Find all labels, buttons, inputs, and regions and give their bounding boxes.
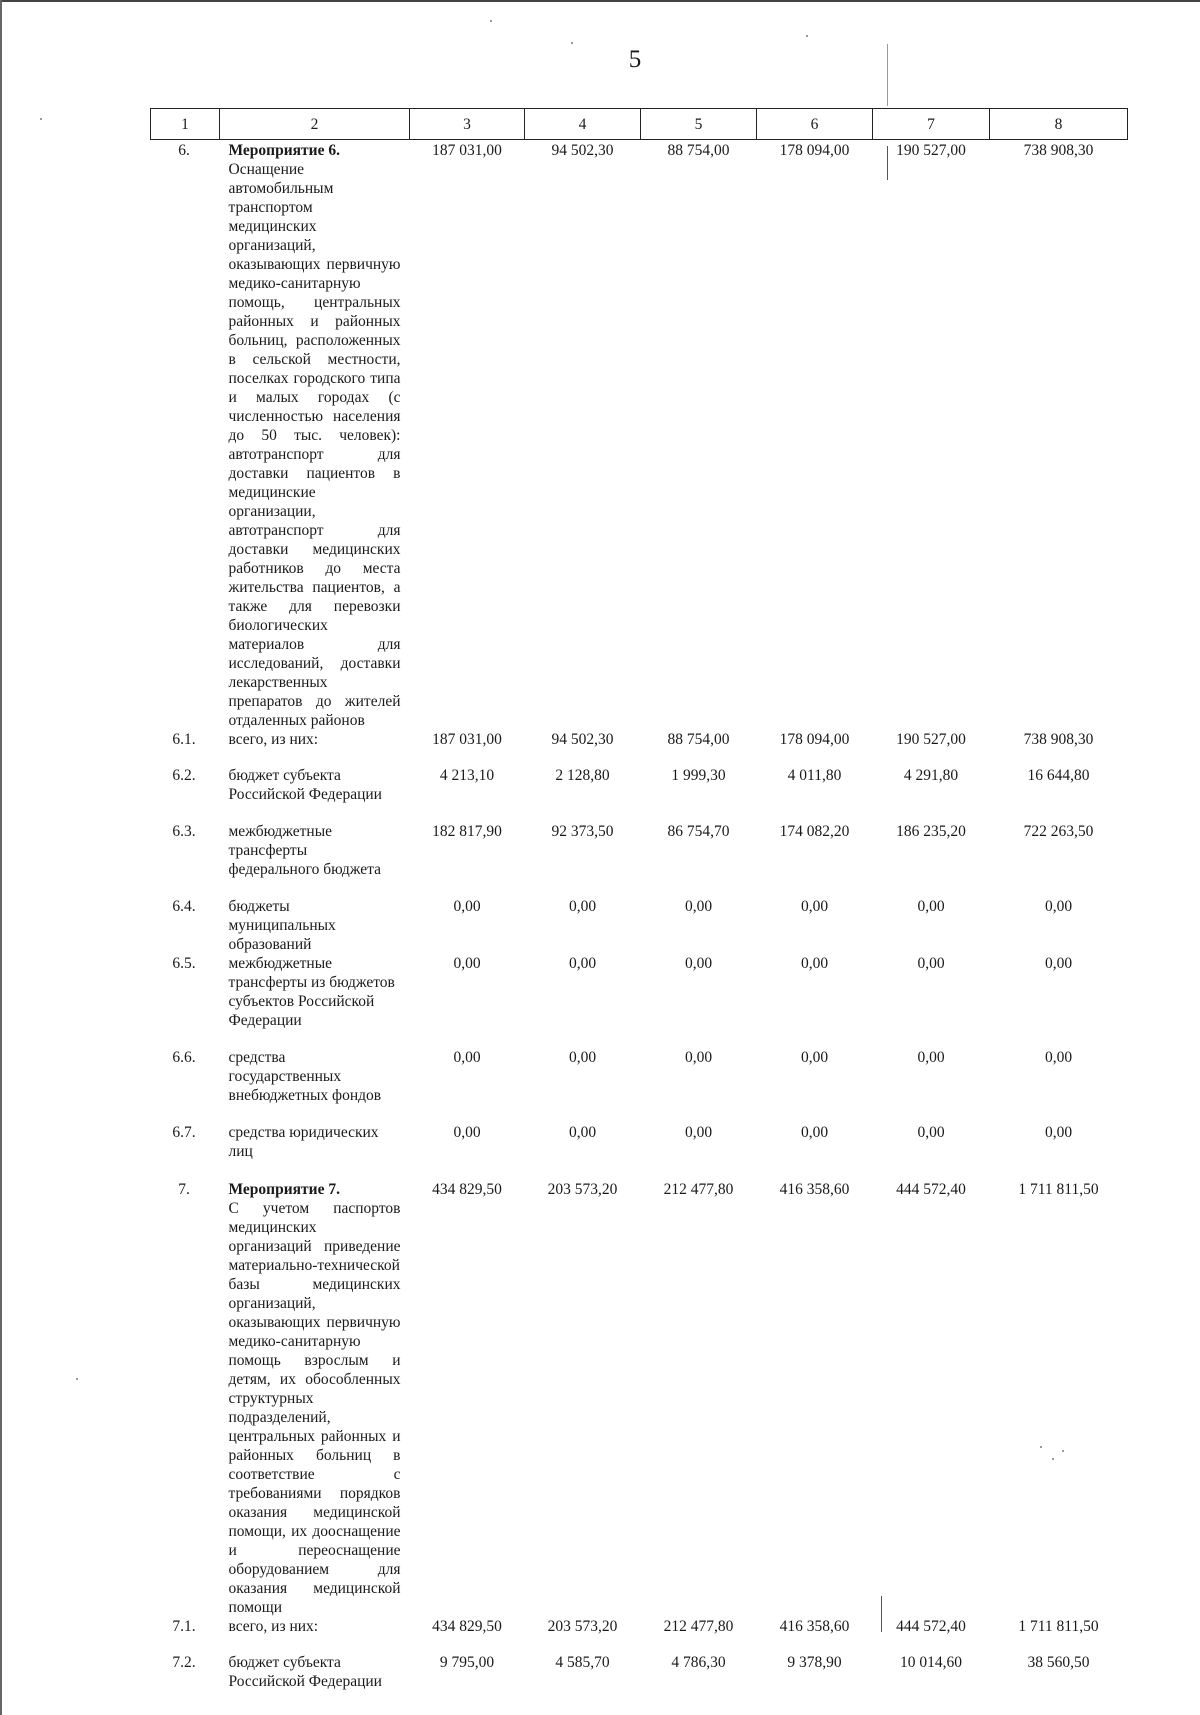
row-description: средства государственных внебюджетных фондов — [228, 1049, 382, 1104]
value-cell: 0,00 — [568, 955, 597, 972]
value-cell: 4 011,80 — [787, 767, 842, 784]
value-cell: 4 291,80 — [903, 767, 959, 784]
value-cell: 0,00 — [453, 1049, 481, 1066]
value-cell: 0,00 — [917, 898, 945, 915]
value-cell: 434 829,50 — [432, 1181, 502, 1198]
value-cell: 0,00 — [1044, 1124, 1073, 1141]
table-row — [151, 897, 1128, 954]
row-description — [220, 1179, 410, 1617]
value-cell: 416 358,60 — [779, 1618, 850, 1635]
table-row-measure-7 — [151, 1179, 1128, 1617]
page-number: 5 — [628, 46, 642, 73]
value-cell: 182 817,90 — [432, 823, 502, 840]
row-description: бюджет субъекта Российской Федерации — [228, 1654, 382, 1690]
value-cell: 434 829,50 — [432, 1618, 502, 1635]
budget-table — [150, 108, 1128, 1699]
value-cell: 88 754,00 — [667, 142, 730, 159]
value-cell: 738 908,30 — [1023, 142, 1094, 159]
value-cell: 0,00 — [1044, 898, 1073, 915]
column-number-row — [151, 109, 1128, 140]
value-cell: 0,00 — [453, 1124, 481, 1141]
value-cell: 9 795,00 — [439, 1654, 495, 1671]
value-cell: 444 572,40 — [896, 1618, 966, 1635]
row-description: межбюджетные трансферты из бюджетов субъектов Российской Федерации — [228, 955, 395, 1029]
row-description: межбюджетные трансферты федерального бюджета — [228, 823, 381, 878]
value-cell: 0,00 — [568, 1049, 597, 1066]
value-cell: 212 477,80 — [663, 1181, 734, 1198]
value-cell: 0,00 — [568, 898, 597, 915]
value-cell: 0,00 — [800, 898, 829, 915]
scan-speck — [40, 118, 42, 120]
value-cell: 4 585,70 — [555, 1654, 610, 1671]
value-cell: 38 560,50 — [1027, 1654, 1090, 1671]
row-code: 6.1. — [172, 731, 196, 748]
column-header: 4 — [525, 109, 641, 140]
value-cell: 92 373,50 — [551, 823, 614, 840]
scan-mark — [887, 44, 888, 106]
scan-speck — [806, 35, 808, 37]
value-cell: 2 128,80 — [555, 767, 610, 784]
table-row-measure-6 — [151, 140, 1128, 731]
value-cell: 203 573,20 — [547, 1181, 618, 1198]
column-header: 1 — [151, 109, 220, 140]
table-row — [151, 730, 1128, 766]
table-row — [151, 1048, 1128, 1123]
value-cell: 94 502,30 — [551, 142, 614, 159]
value-cell: 0,00 — [800, 955, 829, 972]
value-cell: 190 527,00 — [896, 142, 966, 159]
measure-text: С учетом паспортов медицинских организаций приведение материально-технической базы медицинских организаций, оказывающих первичную медико-санитарную помощь взрослым и детям, их обособленных структурных подразделений, центральных районных и районных больниц в соответствие с требованиями порядков оказания медицинской помощи, их дооснащение и переоснащение оборудованием для оказания медицинской помощи — [228, 1200, 401, 1616]
row-code: 6.7. — [172, 1124, 196, 1141]
column-header: 2 — [220, 109, 410, 140]
value-cell: 0,00 — [917, 1049, 945, 1066]
value-cell: 0,00 — [917, 1124, 945, 1141]
value-cell: 0,00 — [684, 1049, 713, 1066]
column-header: 6 — [757, 109, 873, 140]
table-row — [151, 822, 1128, 897]
column-header: 8 — [990, 109, 1128, 140]
table-row — [151, 1123, 1128, 1179]
value-cell: 0,00 — [1044, 955, 1073, 972]
scan-speck — [571, 42, 573, 44]
row-description: всего, из них: — [228, 731, 319, 748]
value-cell: 1 711 811,50 — [1018, 1618, 1099, 1635]
row-code: 6. — [178, 142, 190, 159]
value-cell: 4 213,10 — [439, 767, 495, 784]
scan-speck — [490, 20, 492, 22]
value-cell: 722 263,50 — [1023, 823, 1094, 840]
row-code: 6.6. — [172, 1049, 196, 1066]
value-cell: 178 094,00 — [779, 142, 850, 159]
value-cell: 0,00 — [568, 1124, 597, 1141]
table-row — [151, 954, 1128, 1048]
table-row — [151, 1617, 1128, 1653]
value-cell: 178 094,00 — [779, 731, 850, 748]
value-cell: 0,00 — [1044, 1049, 1073, 1066]
value-cell: 1 999,30 — [671, 767, 726, 784]
value-cell: 203 573,20 — [547, 1618, 618, 1635]
value-cell: 0,00 — [800, 1124, 829, 1141]
row-description — [220, 140, 410, 731]
column-header: 3 — [410, 109, 525, 140]
value-cell: 0,00 — [453, 955, 481, 972]
value-cell: 738 908,30 — [1023, 731, 1094, 748]
value-cell: 0,00 — [684, 1124, 713, 1141]
table-row — [151, 766, 1128, 822]
value-cell: 88 754,00 — [667, 731, 730, 748]
value-cell: 0,00 — [800, 1049, 829, 1066]
value-cell: 94 502,30 — [551, 731, 614, 748]
row-code: 7. — [178, 1181, 190, 1198]
row-description: бюджет субъекта Российской Федерации — [228, 767, 382, 803]
value-cell: 9 378,90 — [787, 1654, 842, 1671]
value-cell: 416 358,60 — [779, 1181, 850, 1198]
value-cell: 16 644,80 — [1027, 767, 1090, 784]
measure-title: Мероприятие 7. — [228, 1181, 340, 1198]
row-code: 6.3. — [172, 823, 196, 840]
value-cell: 174 082,20 — [779, 823, 850, 840]
value-cell: 186 235,20 — [896, 823, 966, 840]
value-cell: 0,00 — [917, 955, 945, 972]
value-cell: 187 031,00 — [432, 142, 502, 159]
row-code: 6.5. — [172, 955, 196, 972]
row-description: бюджеты муниципальных образований — [228, 898, 336, 953]
scan-speck — [76, 1378, 78, 1380]
table-row — [151, 1653, 1128, 1699]
value-cell: 1 711 811,50 — [1018, 1181, 1099, 1198]
measure-title: Мероприятие 6. — [228, 142, 340, 159]
row-code: 6.2. — [172, 767, 196, 784]
value-cell: 212 477,80 — [663, 1618, 734, 1635]
scan-left-edge — [0, 0, 2, 1715]
measure-text: Оснащение автомобильным транспортом медицинских организаций, оказывающих первичную медико-санитарную помощь, центральных районных и районных больниц, расположенных в сельской местности, поселках городского типа и малых городах (с численностью населения до 50 тыс. человек): автотранспорт для доставки пациентов в медицинские организации, автотранспорт для доставки медицинских работников до места жительства пациентов, а также для перевозки биологических материалов для исследований, доставки лекарственных препаратов до жителей отдаленных районов — [228, 161, 401, 729]
value-cell: 0,00 — [453, 898, 481, 915]
value-cell: 444 572,40 — [896, 1181, 966, 1198]
value-cell: 0,00 — [684, 898, 713, 915]
row-code: 6.4. — [172, 898, 196, 915]
value-cell: 187 031,00 — [432, 731, 502, 748]
value-cell: 10 014,60 — [900, 1654, 962, 1671]
column-header: 5 — [641, 109, 757, 140]
scan-top-edge — [0, 0, 1200, 2]
value-cell: 0,00 — [684, 955, 713, 972]
row-code: 7.2. — [172, 1654, 196, 1671]
value-cell: 190 527,00 — [896, 731, 966, 748]
column-header: 7 — [873, 109, 990, 140]
row-description: всего, из них: — [228, 1618, 319, 1635]
row-description: средства юридических лиц — [228, 1124, 379, 1160]
value-cell: 86 754,70 — [667, 823, 730, 840]
value-cell: 4 786,30 — [671, 1654, 726, 1671]
row-code: 7.1. — [172, 1618, 196, 1635]
